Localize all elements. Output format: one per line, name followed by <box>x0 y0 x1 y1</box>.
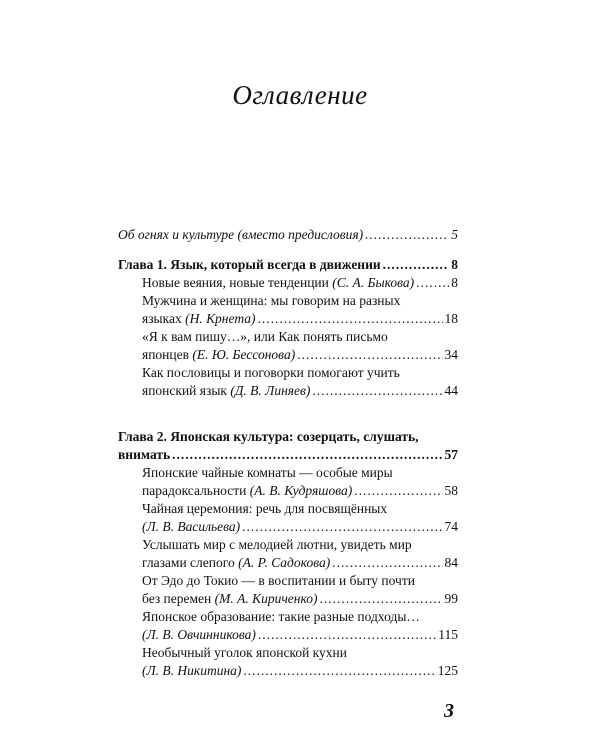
leader-dots <box>312 382 442 400</box>
preface-text: Об огнях и культуре (вместо предисловия) <box>118 227 364 242</box>
entry-page: 99 <box>444 591 458 606</box>
leader-dots <box>332 554 442 572</box>
entry-author: (А. В. Кудряшова) <box>249 483 353 498</box>
leader-dots <box>243 662 435 680</box>
entry-page: 58 <box>444 483 458 498</box>
page-title: Оглавление <box>232 80 368 110</box>
table-of-contents <box>118 226 458 680</box>
leader-dots <box>242 518 442 536</box>
entry-title: Новые веяния, новые тенденции <box>142 275 333 290</box>
leader-dots <box>416 274 449 292</box>
entry-page: 74 <box>444 519 458 534</box>
entry-title: Услышать мир с мелодией лютни, увидеть мир <box>142 537 412 552</box>
toc-entry[interactable] <box>118 292 458 328</box>
toc-entry[interactable] <box>118 536 458 572</box>
leader-dots <box>258 626 436 644</box>
entry-title-cont: японский язык <box>142 383 231 398</box>
entry-author: (С. А. Быкова) <box>332 275 415 290</box>
entry-page: 8 <box>451 275 458 290</box>
toc-entry[interactable] <box>118 328 458 364</box>
entry-page: 44 <box>444 383 458 398</box>
leader-dots <box>297 346 442 364</box>
toc-entry[interactable] <box>118 464 458 500</box>
entry-author: (М. А. Кириченко) <box>214 591 318 606</box>
entry-title-cont: парадоксальности <box>142 483 250 498</box>
chapter-1-page: 8 <box>451 257 458 272</box>
chapter-2-title: Глава 2. Японская культура: созерцать, слушать, <box>118 429 419 444</box>
leader-dots <box>354 482 442 500</box>
entry-title: Мужчина и женщина: мы говорим на разных <box>142 293 401 308</box>
leader-dots <box>257 310 442 328</box>
entry-author: (Л. В. Васильева) <box>142 519 241 534</box>
entry-title-cont: без перемен <box>142 591 215 606</box>
entry-page: 125 <box>437 663 458 678</box>
toc-entry[interactable] <box>118 500 458 536</box>
entry-title-cont: японцев <box>142 347 193 362</box>
toc-entry[interactable] <box>118 364 458 400</box>
chapter-2-title-cont: внимать <box>118 447 171 462</box>
entry-author: (Е. Ю. Бессонова) <box>192 347 296 362</box>
entry-title: Необычный уголок японской кухни <box>142 645 347 660</box>
chapter-2-page: 57 <box>444 447 458 462</box>
toc-entry[interactable] <box>118 274 458 292</box>
entry-author: (Л. В. Овчинникова) <box>142 627 256 642</box>
entry-title: Японские чайные комнаты — особые миры <box>142 465 393 480</box>
entry-author: (А. Р. Садокова) <box>238 555 331 570</box>
leader-dots <box>172 446 442 464</box>
entry-title: Как пословицы и поговорки помогают учить <box>142 365 400 380</box>
toc-chapter-1[interactable] <box>118 256 458 274</box>
toc-entry[interactable] <box>118 608 458 644</box>
toc-chapter-2[interactable] <box>118 428 458 464</box>
entry-title: Чайная церемония: речь для посвящённых <box>142 501 388 516</box>
toc-entry[interactable] <box>118 644 458 680</box>
page-number: 3 <box>444 700 454 722</box>
entry-page: 115 <box>438 627 458 642</box>
entry-title: От Эдо до Токио — в воспитании и быту почти <box>142 573 415 588</box>
leader-dots <box>365 226 449 244</box>
entry-page: 84 <box>444 555 458 570</box>
entry-page: 18 <box>444 311 458 326</box>
entry-author: (Д. В. Линяев) <box>230 383 311 398</box>
entry-author: (Н. Крнета) <box>185 311 256 326</box>
entry-title: «Я к вам пишу…», или Как понять письмо <box>142 329 388 344</box>
entry-title-cont: языках <box>142 311 186 326</box>
entry-page: 34 <box>444 347 458 362</box>
toc-preface[interactable] <box>118 226 458 244</box>
entry-author: (Л. В. Никитина) <box>142 663 242 678</box>
entry-title-cont: глазами слепого <box>142 555 239 570</box>
preface-page: 5 <box>451 227 458 242</box>
leader-dots <box>383 256 450 274</box>
leader-dots <box>320 590 443 608</box>
toc-entry[interactable] <box>118 572 458 608</box>
entry-title: Японское образование: такие разные подходы… <box>142 609 420 624</box>
chapter-1-title: Глава 1. Язык, который всегда в движении <box>118 257 381 272</box>
